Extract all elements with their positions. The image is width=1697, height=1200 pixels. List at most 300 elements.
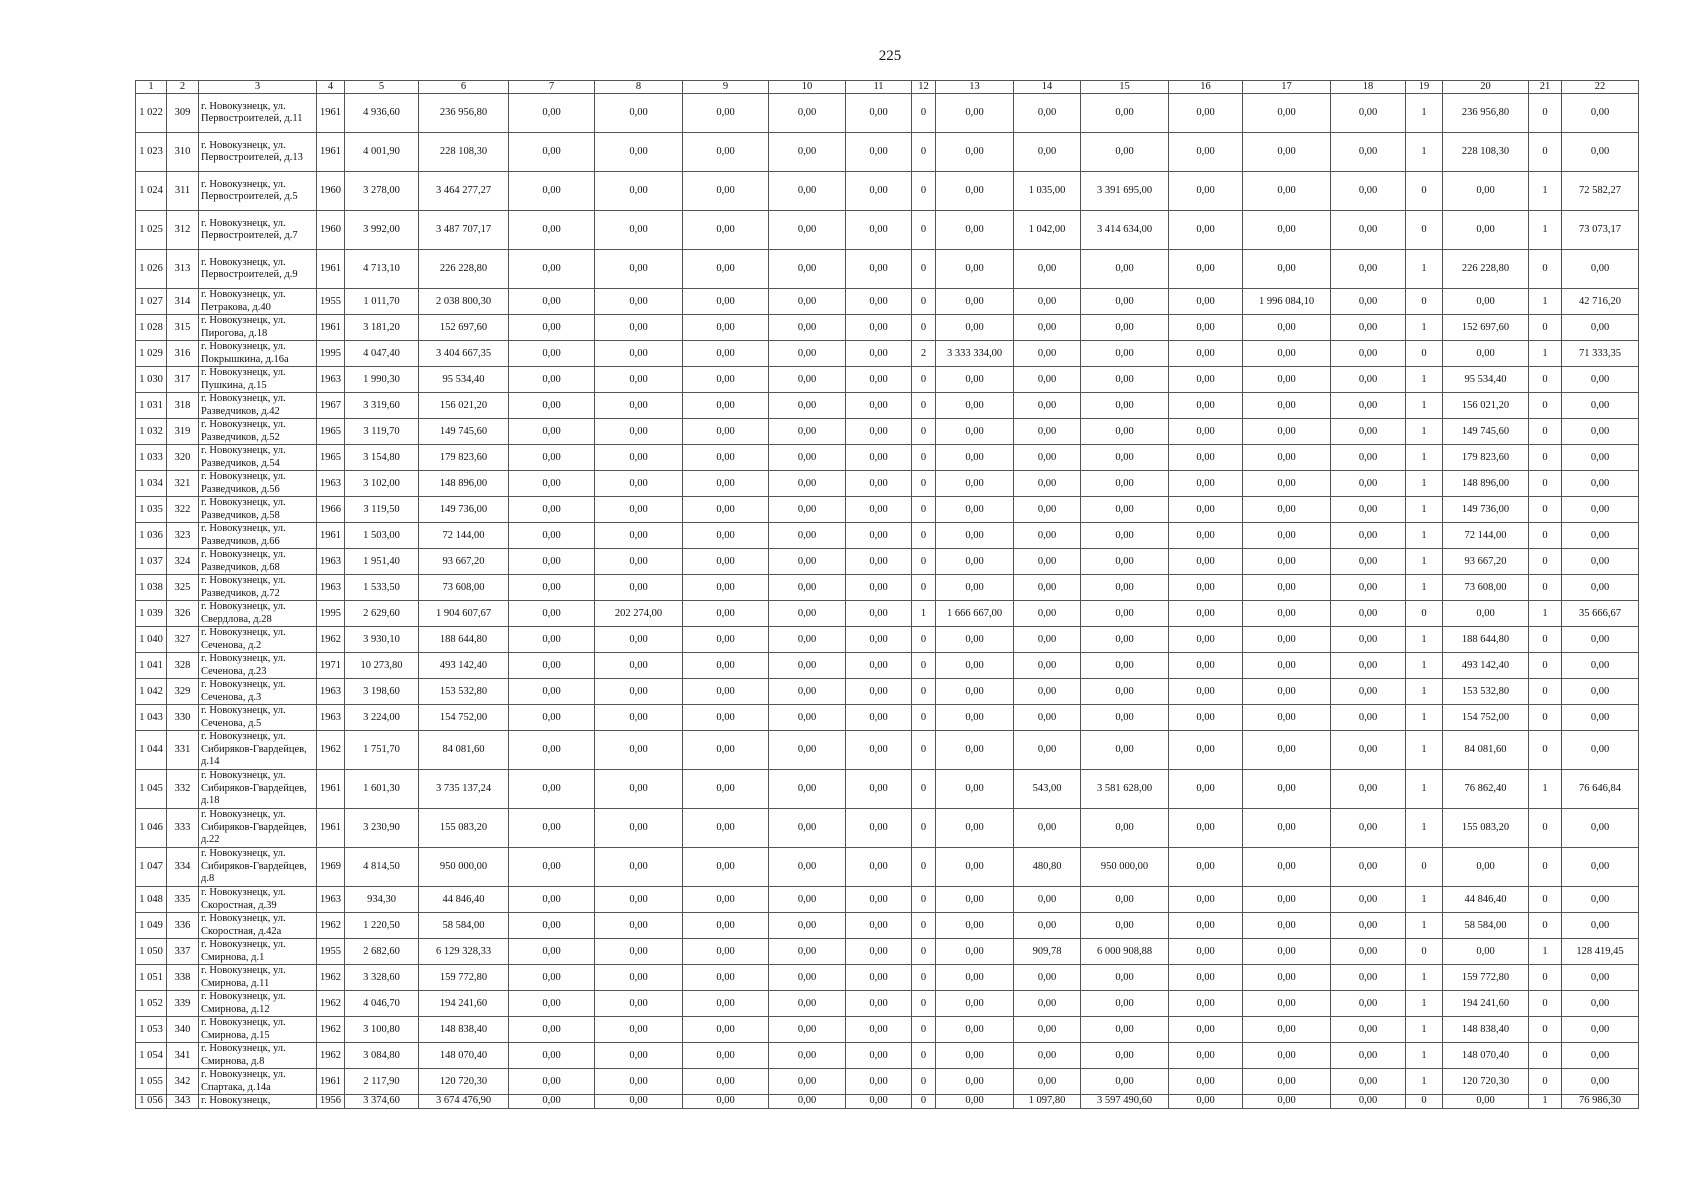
table-cell: 0 <box>912 939 936 965</box>
table-cell: 0,00 <box>769 341 846 367</box>
table-cell: 0,00 <box>936 939 1014 965</box>
column-header: 13 <box>936 81 1014 94</box>
table-cell: 0,00 <box>595 653 683 679</box>
table-cell: 1 503,00 <box>345 523 419 549</box>
table-cell: 3 100,80 <box>345 1017 419 1043</box>
table-cell: 3 487 707,17 <box>419 211 509 250</box>
address-cell: г. Новокузнецк, ул. Спартака, д.14а <box>199 1069 317 1095</box>
address-cell: г. Новокузнецк, ул. Первостроителей, д.11 <box>199 94 317 133</box>
table-cell: 0 <box>1529 419 1562 445</box>
table-cell: 0,00 <box>846 705 912 731</box>
table-cell: 312 <box>167 211 199 250</box>
address-cell: г. Новокузнецк, ул. Разведчиков, д.42 <box>199 393 317 419</box>
table-cell: 0,00 <box>683 445 769 471</box>
table-cell: 0,00 <box>683 211 769 250</box>
table-cell: 149 736,00 <box>419 497 509 523</box>
table-cell: 327 <box>167 627 199 653</box>
table-cell: 0,00 <box>1243 1095 1331 1109</box>
table-cell: 84 081,60 <box>1443 731 1529 770</box>
table-cell: 0,00 <box>1014 809 1081 848</box>
table-cell: 319 <box>167 419 199 445</box>
table-cell: 0,00 <box>683 250 769 289</box>
table-cell: 0,00 <box>1169 341 1243 367</box>
table-cell: 333 <box>167 809 199 848</box>
table-cell: 0,00 <box>683 497 769 523</box>
table-cell: 1963 <box>317 471 345 497</box>
table-cell: 0,00 <box>1443 289 1529 315</box>
table-cell: 0,00 <box>769 731 846 770</box>
table-cell: 1 <box>1529 1095 1562 1109</box>
table-cell: 0 <box>912 1017 936 1043</box>
table-cell: 155 083,20 <box>1443 809 1529 848</box>
table-cell: 0,00 <box>1169 1069 1243 1095</box>
table-cell: 0,00 <box>936 497 1014 523</box>
table-cell: 335 <box>167 887 199 913</box>
table-cell: 0,00 <box>1014 497 1081 523</box>
table-cell: 1 <box>1406 1017 1443 1043</box>
table-cell: 0,00 <box>1169 1095 1243 1109</box>
table-cell: 1955 <box>317 939 345 965</box>
table-cell: 1 053 <box>136 1017 167 1043</box>
table-cell: 1 <box>1406 575 1443 601</box>
table-cell: 0,00 <box>509 887 595 913</box>
table-cell: 0 <box>912 1095 936 1109</box>
table-cell: 543,00 <box>1014 770 1081 809</box>
table-cell: 0,00 <box>595 250 683 289</box>
table-cell: 0,00 <box>846 419 912 445</box>
table-cell: 0,00 <box>936 133 1014 172</box>
table-cell: 0,00 <box>1243 1069 1331 1095</box>
table-cell: 0 <box>912 250 936 289</box>
table-cell: 1 049 <box>136 913 167 939</box>
table-cell: 3 119,50 <box>345 497 419 523</box>
table-cell: 0,00 <box>936 211 1014 250</box>
table-row <box>136 367 1639 393</box>
address-cell: г. Новокузнецк, ул. Сибиряков-Гвардейцев, д.18 <box>199 770 317 809</box>
table-cell: 0,00 <box>769 523 846 549</box>
table-cell: 0,00 <box>769 1017 846 1043</box>
address-cell: г. Новокузнецк, ул. Разведчиков, д.58 <box>199 497 317 523</box>
table-cell: 3 319,60 <box>345 393 419 419</box>
address-cell: г. Новокузнецк, ул. Пирогова, д.18 <box>199 315 317 341</box>
table-cell: 0 <box>1406 1095 1443 1109</box>
table-cell: 1 <box>1529 770 1562 809</box>
table-cell: 0,00 <box>1243 419 1331 445</box>
table-cell: 0,00 <box>846 809 912 848</box>
table-cell: 0,00 <box>769 250 846 289</box>
table-cell: 0,00 <box>1081 809 1169 848</box>
table-cell: 0,00 <box>1169 913 1243 939</box>
table-cell: 1 <box>1406 250 1443 289</box>
table-cell: 1962 <box>317 627 345 653</box>
table-cell: 0,00 <box>509 679 595 705</box>
table-cell: 3 224,00 <box>345 705 419 731</box>
table-row <box>136 809 1639 848</box>
table-cell: 0,00 <box>1331 1017 1406 1043</box>
column-header: 20 <box>1443 81 1529 94</box>
table-cell: 0,00 <box>1243 809 1331 848</box>
table-cell: 0,00 <box>1562 965 1639 991</box>
table-cell: 0,00 <box>683 679 769 705</box>
table-cell: 1 035,00 <box>1014 172 1081 211</box>
table-cell: 0,00 <box>1081 575 1169 601</box>
column-header: 4 <box>317 81 345 94</box>
table-row <box>136 445 1639 471</box>
table-cell: 1960 <box>317 211 345 250</box>
table-cell: 0 <box>912 393 936 419</box>
table-cell: 0,00 <box>769 770 846 809</box>
table-cell: 0,00 <box>1081 94 1169 133</box>
table-cell: 1 996 084,10 <box>1243 289 1331 315</box>
table-cell: 1 023 <box>136 133 167 172</box>
table-cell: 0 <box>1529 393 1562 419</box>
table-cell: 0,00 <box>936 393 1014 419</box>
table-cell: 1 <box>1406 913 1443 939</box>
table-cell: 0,00 <box>1169 289 1243 315</box>
table-cell: 3 119,70 <box>345 419 419 445</box>
table-cell: 1965 <box>317 445 345 471</box>
table-cell: 1 097,80 <box>1014 1095 1081 1109</box>
column-header: 19 <box>1406 81 1443 94</box>
table-row <box>136 1043 1639 1069</box>
table-cell: 321 <box>167 471 199 497</box>
table-cell: 0 <box>912 965 936 991</box>
table-cell: 0,00 <box>683 289 769 315</box>
table-cell: 0,00 <box>595 965 683 991</box>
table-cell: 0,00 <box>846 523 912 549</box>
table-cell: 0 <box>912 1043 936 1069</box>
table-cell: 0,00 <box>1331 887 1406 913</box>
table-row <box>136 393 1639 419</box>
table-cell: 93 667,20 <box>419 549 509 575</box>
table-cell: 1 054 <box>136 1043 167 1069</box>
table-row <box>136 172 1639 211</box>
table-cell: 0,00 <box>509 445 595 471</box>
table-cell: 0,00 <box>1562 133 1639 172</box>
table-cell: 316 <box>167 341 199 367</box>
table-cell: 1 030 <box>136 367 167 393</box>
table-cell: 0 <box>1529 315 1562 341</box>
table-cell: 0,00 <box>1169 965 1243 991</box>
table-cell: 0,00 <box>1014 679 1081 705</box>
table-cell: 0,00 <box>846 445 912 471</box>
table-cell: 1 <box>1406 887 1443 913</box>
table-cell: 0,00 <box>846 250 912 289</box>
table-cell: 0 <box>1529 731 1562 770</box>
column-header: 6 <box>419 81 509 94</box>
table-cell: 0,00 <box>846 172 912 211</box>
table-cell: 0 <box>1529 94 1562 133</box>
table-cell: 0,00 <box>1331 497 1406 523</box>
table-cell: 0,00 <box>846 653 912 679</box>
table-cell: 0,00 <box>1014 705 1081 731</box>
table-cell: 338 <box>167 965 199 991</box>
table-cell: 0,00 <box>1081 549 1169 575</box>
table-cell: 0 <box>912 887 936 913</box>
table-cell: 326 <box>167 601 199 627</box>
table-cell: 0,00 <box>1331 601 1406 627</box>
table-cell: 2 682,60 <box>345 939 419 965</box>
table-cell: 1 <box>1406 991 1443 1017</box>
table-cell: 1 041 <box>136 653 167 679</box>
table-row <box>136 1017 1639 1043</box>
table-cell: 0,00 <box>1169 393 1243 419</box>
table-cell: 202 274,00 <box>595 601 683 627</box>
column-header: 21 <box>1529 81 1562 94</box>
table-cell: 1 <box>1406 627 1443 653</box>
table-cell: 0,00 <box>1081 250 1169 289</box>
table-cell: 0,00 <box>846 965 912 991</box>
table-row <box>136 419 1639 445</box>
table-cell: 0,00 <box>595 1043 683 1069</box>
table-cell: 4 001,90 <box>345 133 419 172</box>
table-cell: 0,00 <box>846 913 912 939</box>
table-cell: 0,00 <box>595 770 683 809</box>
table-cell: 318 <box>167 393 199 419</box>
table-cell: 0,00 <box>1331 549 1406 575</box>
table-cell: 1 <box>1406 133 1443 172</box>
table-cell: 0 <box>1406 848 1443 887</box>
table-cell: 0,00 <box>1562 523 1639 549</box>
table-cell: 0,00 <box>595 445 683 471</box>
table-cell: 0,00 <box>1014 523 1081 549</box>
table-cell: 179 823,60 <box>419 445 509 471</box>
table-cell: 0,00 <box>595 731 683 770</box>
table-cell: 0,00 <box>509 393 595 419</box>
table-body <box>136 94 1639 1109</box>
table-cell: 329 <box>167 679 199 705</box>
table-cell: 0,00 <box>769 445 846 471</box>
table-cell: 10 273,80 <box>345 653 419 679</box>
table-cell: 0,00 <box>1081 497 1169 523</box>
table-row <box>136 848 1639 887</box>
table-cell: 0 <box>912 523 936 549</box>
table-cell: 0,00 <box>683 770 769 809</box>
table-cell: 0,00 <box>936 809 1014 848</box>
table-cell: 1 <box>1406 809 1443 848</box>
table-cell: 0,00 <box>595 848 683 887</box>
table-cell: 0,00 <box>1169 250 1243 289</box>
table-cell: 0,00 <box>1169 445 1243 471</box>
table-row <box>136 289 1639 315</box>
table-cell: 0,00 <box>1014 1043 1081 1069</box>
table-cell: 0,00 <box>509 315 595 341</box>
address-cell: г. Новокузнецк, <box>199 1095 317 1109</box>
table-cell: 0,00 <box>1014 1017 1081 1043</box>
table-cell: 1962 <box>317 1017 345 1043</box>
table-cell: 0,00 <box>1169 705 1243 731</box>
table-cell: 72 582,27 <box>1562 172 1639 211</box>
table-cell: 0 <box>912 679 936 705</box>
table-cell: 0,00 <box>595 289 683 315</box>
table-cell: 0,00 <box>1169 367 1243 393</box>
table-cell: 0 <box>912 991 936 1017</box>
table-cell: 0,00 <box>769 133 846 172</box>
table-cell: 0,00 <box>769 497 846 523</box>
table-row <box>136 939 1639 965</box>
table-cell: 0,00 <box>1331 848 1406 887</box>
table-cell: 0,00 <box>509 1095 595 1109</box>
table-cell: 0,00 <box>683 705 769 731</box>
table-cell: 0,00 <box>595 211 683 250</box>
table-cell: 58 584,00 <box>419 913 509 939</box>
table-cell: 1969 <box>317 848 345 887</box>
table-cell: 0,00 <box>769 172 846 211</box>
address-cell: г. Новокузнецк, ул. Сеченова, д.5 <box>199 705 317 731</box>
table-cell: 1 951,40 <box>345 549 419 575</box>
table-cell: 0,00 <box>1443 601 1529 627</box>
table-cell: 73 608,00 <box>1443 575 1529 601</box>
table-cell: 0,00 <box>595 549 683 575</box>
table-cell: 0,00 <box>1562 848 1639 887</box>
table-cell: 120 720,30 <box>419 1069 509 1095</box>
table-cell: 0,00 <box>936 549 1014 575</box>
table-cell: 0,00 <box>683 601 769 627</box>
table-cell: 0,00 <box>1081 653 1169 679</box>
column-header: 11 <box>846 81 912 94</box>
table-cell: 0,00 <box>509 133 595 172</box>
table-cell: 0,00 <box>1081 965 1169 991</box>
table-cell: 320 <box>167 445 199 471</box>
table-cell: 0,00 <box>595 887 683 913</box>
table-cell: 1 <box>912 601 936 627</box>
table-cell: 0,00 <box>595 497 683 523</box>
table-cell: 0,00 <box>683 133 769 172</box>
table-cell: 0,00 <box>595 419 683 445</box>
table-cell: 0,00 <box>1169 133 1243 172</box>
table-cell: 1 <box>1406 965 1443 991</box>
table-cell: 226 228,80 <box>419 250 509 289</box>
table-row <box>136 991 1639 1017</box>
table-cell: 0,00 <box>683 523 769 549</box>
table-cell: 0,00 <box>595 315 683 341</box>
table-cell: 120 720,30 <box>1443 1069 1529 1095</box>
table-cell: 0,00 <box>595 523 683 549</box>
table-cell: 0,00 <box>769 419 846 445</box>
table-cell: 1962 <box>317 965 345 991</box>
table-cell: 0,00 <box>1331 94 1406 133</box>
table-cell: 153 532,80 <box>419 679 509 705</box>
table-cell: 310 <box>167 133 199 172</box>
table-cell: 1 904 607,67 <box>419 601 509 627</box>
table-cell: 334 <box>167 848 199 887</box>
table-cell: 493 142,40 <box>419 653 509 679</box>
table-cell: 480,80 <box>1014 848 1081 887</box>
table-cell: 0,00 <box>1014 653 1081 679</box>
address-cell: г. Новокузнецк, ул. Смирнова, д.12 <box>199 991 317 1017</box>
table-cell: 1 022 <box>136 94 167 133</box>
table-cell: 0,00 <box>1243 445 1331 471</box>
table-cell: 0,00 <box>936 419 1014 445</box>
table-row <box>136 133 1639 172</box>
table-cell: 0,00 <box>1562 471 1639 497</box>
table-cell: 0,00 <box>936 679 1014 705</box>
table-cell: 0,00 <box>769 367 846 393</box>
table-cell: 1 <box>1406 367 1443 393</box>
table-cell: 0,00 <box>1331 445 1406 471</box>
address-cell: г. Новокузнецк, ул. Скоростная, д.39 <box>199 887 317 913</box>
table-cell: 0,00 <box>1243 211 1331 250</box>
table-cell: 159 772,80 <box>1443 965 1529 991</box>
table-cell: 0,00 <box>1081 315 1169 341</box>
table-cell: 76 646,84 <box>1562 770 1639 809</box>
table-cell: 0,00 <box>769 1069 846 1095</box>
table-cell: 1 <box>1406 1069 1443 1095</box>
table-cell: 0,00 <box>1081 471 1169 497</box>
table-cell: 0 <box>1406 211 1443 250</box>
table-cell: 1 601,30 <box>345 770 419 809</box>
table-cell: 0,00 <box>1331 913 1406 939</box>
table-cell: 1 048 <box>136 887 167 913</box>
table-cell: 0,00 <box>683 848 769 887</box>
table-cell: 0,00 <box>683 939 769 965</box>
table-cell: 0,00 <box>509 341 595 367</box>
table-cell: 149 736,00 <box>1443 497 1529 523</box>
table-cell: 0,00 <box>1169 523 1243 549</box>
table-cell: 0,00 <box>846 848 912 887</box>
table-cell: 0,00 <box>1443 211 1529 250</box>
table-cell: 1 034 <box>136 471 167 497</box>
table-cell: 0,00 <box>769 601 846 627</box>
table-cell: 0 <box>1529 471 1562 497</box>
table-cell: 0,00 <box>846 991 912 1017</box>
table-cell: 44 846,40 <box>419 887 509 913</box>
table-cell: 0 <box>1406 939 1443 965</box>
table-cell: 0,00 <box>1243 133 1331 172</box>
table-cell: 0,00 <box>1562 549 1639 575</box>
table-cell: 0,00 <box>846 497 912 523</box>
table-cell: 1 043 <box>136 705 167 731</box>
table-cell: 0,00 <box>1243 965 1331 991</box>
table-cell: 311 <box>167 172 199 211</box>
table-cell: 0,00 <box>509 848 595 887</box>
table-cell: 0,00 <box>683 1095 769 1109</box>
table-cell: 3 374,60 <box>345 1095 419 1109</box>
table-cell: 0,00 <box>1331 679 1406 705</box>
table-cell: 0,00 <box>1331 172 1406 211</box>
table-cell: 0,00 <box>509 250 595 289</box>
table-cell: 0,00 <box>1443 341 1529 367</box>
table-cell: 1 <box>1406 393 1443 419</box>
address-cell: г. Новокузнецк, ул. Разведчиков, д.68 <box>199 549 317 575</box>
table-cell: 0,00 <box>1243 731 1331 770</box>
column-header: 8 <box>595 81 683 94</box>
table-cell: 0,00 <box>683 731 769 770</box>
address-cell: г. Новокузнецк, ул. Петракова, д.40 <box>199 289 317 315</box>
table-cell: 0,00 <box>1169 172 1243 211</box>
table-cell: 1963 <box>317 575 345 601</box>
table-cell: 0 <box>1406 172 1443 211</box>
table-cell: 337 <box>167 939 199 965</box>
table-cell: 0,00 <box>936 575 1014 601</box>
table-cell: 0,00 <box>936 887 1014 913</box>
table-cell: 0,00 <box>595 939 683 965</box>
table-cell: 0,00 <box>1562 94 1639 133</box>
table-row <box>136 601 1639 627</box>
table-cell: 0,00 <box>509 653 595 679</box>
table-cell: 0,00 <box>1243 913 1331 939</box>
table-cell: 72 144,00 <box>419 523 509 549</box>
table-cell: 3 154,80 <box>345 445 419 471</box>
table-cell: 0 <box>912 445 936 471</box>
table-cell: 0,00 <box>1169 809 1243 848</box>
table-cell: 1 <box>1529 289 1562 315</box>
table-cell: 315 <box>167 315 199 341</box>
table-cell: 148 070,40 <box>1443 1043 1529 1069</box>
table-cell: 1 <box>1406 653 1443 679</box>
table-cell: 152 697,60 <box>1443 315 1529 341</box>
column-header: 15 <box>1081 81 1169 94</box>
